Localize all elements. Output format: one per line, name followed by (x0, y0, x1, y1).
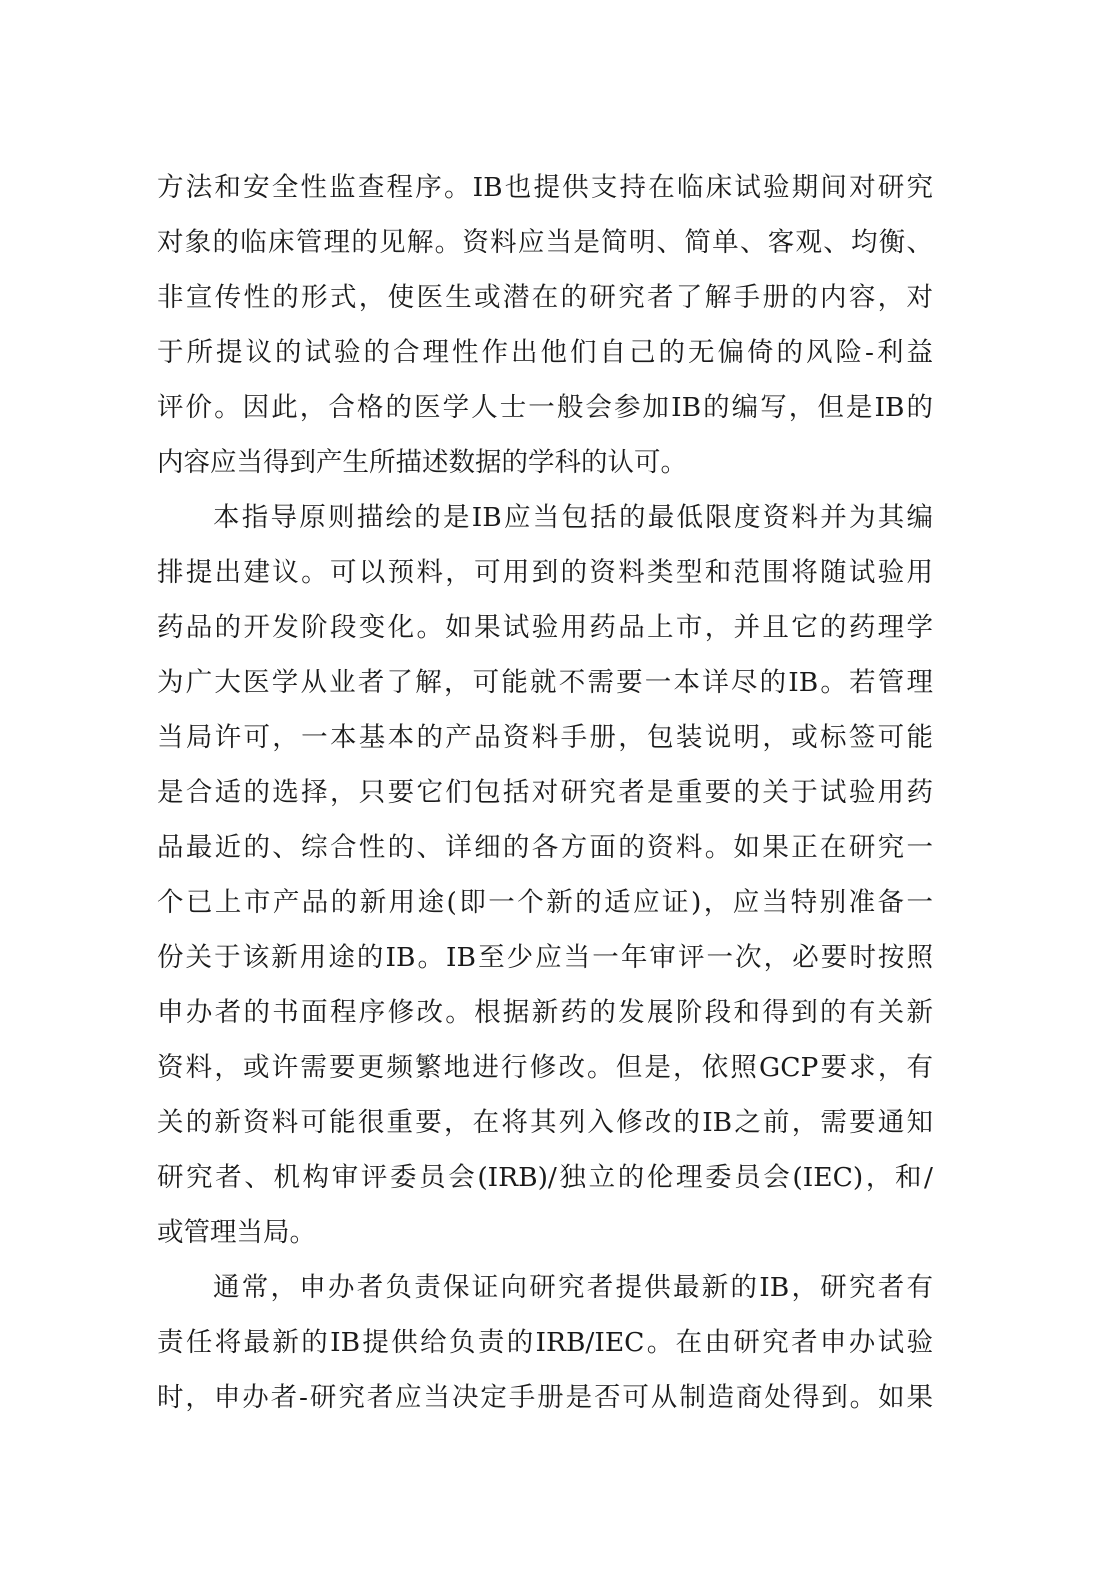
text-line-content: 对象的临床管理的见解。资料应当是简明、简单、客观、均衡、 (157, 227, 933, 258)
text-line-content: 内容应当得到产生所描述数据的学科的认可。 (157, 447, 687, 478)
text-line-content: 资料，或许需要更频繁地进行修改。但是，依照GCP要求，有 (157, 1052, 933, 1083)
text-line-content: 时，申办者-研究者应当决定手册是否可从制造商处得到。如果 (157, 1382, 933, 1413)
text-line-content: 通常，申办者负责保证向研究者提供最新的IB，研究者有 (213, 1272, 933, 1303)
text-line-content: 于所提议的试验的合理性作出他们自己的无偏倚的风险-利益 (157, 337, 933, 368)
text-line-content: 评价。因此，合格的医学人士一般会参加IB的编写，但是IB的 (157, 392, 933, 423)
text-line-content: 当局许可，一本基本的产品资料手册，包装说明，或标签可能 (157, 722, 933, 753)
text-line-content: 个已上市产品的新用途(即一个新的适应证)，应当特别准备一 (157, 887, 933, 918)
text-line (157, 160, 933, 215)
text-line-content: 申办者的书面程序修改。根据新药的发展阶段和得到的有关新 (157, 997, 933, 1028)
text-line (157, 1095, 933, 1150)
text-line-content: 排提出建议。可以预料，可用到的资料类型和范围将随试验用 (157, 557, 933, 588)
text-line (157, 1370, 933, 1425)
text-line-content: 非宣传性的形式，使医生或潜在的研究者了解手册的内容，对 (157, 282, 933, 313)
text-line (157, 1150, 933, 1205)
text-line (157, 270, 933, 325)
text-line (157, 765, 933, 820)
text-line (157, 435, 933, 490)
text-line-content: 责任将最新的IB提供给负责的IRB/IEC。在由研究者申办试验 (157, 1327, 933, 1358)
text-line-content: 份关于该新用途的IB。IB至少应当一年审评一次，必要时按照 (157, 942, 933, 973)
text-line (157, 1315, 933, 1370)
text-line-content: 或管理当局。 (157, 1217, 316, 1248)
text-line (157, 655, 933, 710)
text-line-content: 关的新资料可能很重要，在将其列入修改的IB之前，需要通知 (157, 1107, 933, 1138)
text-line (157, 600, 933, 655)
text-line (157, 380, 933, 435)
text-line (157, 1260, 933, 1315)
text-line (157, 875, 933, 930)
text-line-content: 研究者、机构审评委员会(IRB)/独立的伦理委员会(IEC)，和/ (157, 1162, 933, 1193)
text-line-content: 药品的开发阶段变化。如果试验用药品上市，并且它的药理学 (157, 612, 933, 643)
text-line (157, 545, 933, 600)
text-line-content: 本指导原则描绘的是IB应当包括的最低限度资料并为其编 (213, 502, 933, 533)
text-line (157, 490, 933, 545)
text-line (157, 930, 933, 985)
text-line-content: 方法和安全性监查程序。IB也提供支持在临床试验期间对研究 (157, 172, 933, 203)
body-text (157, 160, 933, 1425)
text-line (157, 985, 933, 1040)
text-line (157, 710, 933, 765)
text-line-content: 品最近的、综合性的、详细的各方面的资料。如果正在研究一 (157, 832, 933, 863)
text-line (157, 820, 933, 875)
text-line (157, 1040, 933, 1095)
text-line (157, 325, 933, 380)
text-line (157, 215, 933, 270)
text-line-content: 是合适的选择，只要它们包括对研究者是重要的关于试验用药 (157, 777, 933, 808)
text-line-content: 为广大医学从业者了解，可能就不需要一本详尽的IB。若管理 (157, 667, 933, 698)
text-line (157, 1205, 933, 1260)
